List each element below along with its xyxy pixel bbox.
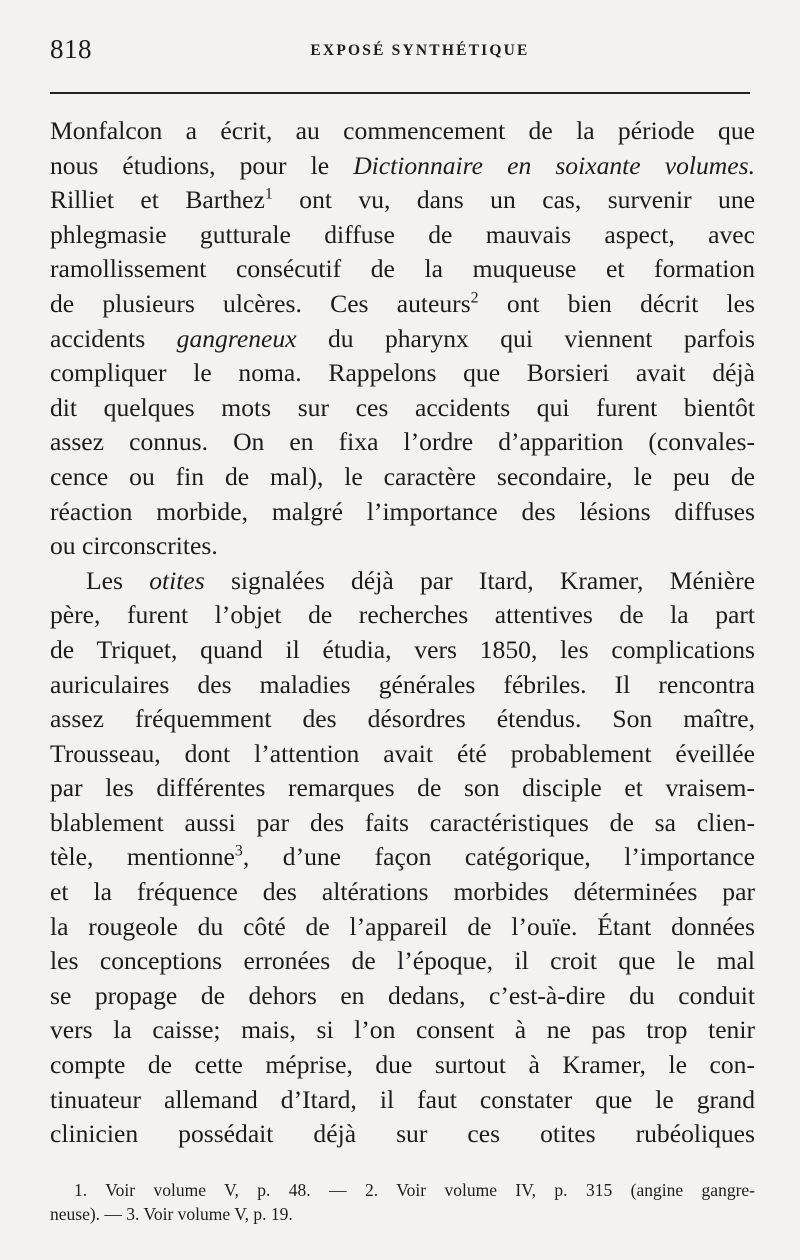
text-span: du pharynx qui viennent parfois xyxy=(296,323,755,353)
text-line xyxy=(50,771,755,806)
text-line xyxy=(50,598,755,633)
footnote-ref: 3 xyxy=(234,842,243,860)
body-text xyxy=(50,114,755,1152)
text-line xyxy=(50,322,755,357)
text-span: Rilliet et Barthez xyxy=(50,185,265,215)
text-span: et la fréquence des altérations morbides déterminées par xyxy=(50,877,755,907)
text-span: nous étudions, pour le xyxy=(50,150,354,180)
text-span: tèle, mentionne xyxy=(50,842,235,872)
text-span: clinicien possédait déjà sur ces otites rubéoliques xyxy=(50,1119,755,1149)
text-line xyxy=(50,875,755,910)
text-line xyxy=(50,114,755,149)
text-span: phlegmasie gutturale diffuse de mauvais aspect, avec xyxy=(50,219,755,249)
text-line xyxy=(50,391,755,426)
text-span: assez connus. On en fixa l’ordre d’apparition (convales- xyxy=(50,427,755,457)
footnote-ref: 2 xyxy=(470,289,479,307)
text-span: par les différentes remarques de son disciple et vraisem- xyxy=(50,773,755,803)
text-line xyxy=(50,668,755,703)
text-span: réaction morbide, malgré l’importance des lésions diffuses xyxy=(50,496,755,526)
text-span: se propage de dehors en dedans, c’est-à-dire du conduit xyxy=(50,980,755,1010)
text-span: Les xyxy=(86,565,150,595)
text-line xyxy=(50,1117,755,1152)
text-span: auriculaires des maladies générales fébriles. Il rencontra xyxy=(50,669,755,699)
text-span: Trousseau, dont l’attention avait été probablement éveillée xyxy=(50,738,755,768)
text-line xyxy=(50,149,755,184)
text-span: ramollissement consécutif de la muqueuse et formation xyxy=(50,254,755,284)
text-line xyxy=(50,910,755,945)
text-line xyxy=(50,287,755,322)
footnote-ref: 1 xyxy=(264,185,273,203)
italic-title: Dictionnaire en soixante volumes. xyxy=(353,150,755,180)
text-span: accidents xyxy=(50,323,177,353)
text-span: dit quelques mots sur ces accidents qui furent bientôt xyxy=(50,392,755,422)
text-span: ont vu, dans un cas, survenir une xyxy=(272,185,755,215)
page-number: 818 xyxy=(50,34,92,64)
text-line xyxy=(50,1083,755,1118)
text-line xyxy=(50,425,755,460)
page-header xyxy=(50,34,750,74)
text-line xyxy=(50,252,755,287)
text-line xyxy=(50,495,755,530)
text-span: cence ou fin de mal), le caractère secondaire, le peu de xyxy=(50,461,755,491)
text-span: blablement aussi par des faits caractéristiques de sa clien- xyxy=(50,807,755,837)
text-span: compliquer le noma. Rappelons que Borsieri avait déjà xyxy=(50,358,755,388)
text-span: père, furent l’objet de recherches attentives de la part xyxy=(50,600,755,630)
text-line xyxy=(50,840,755,875)
text-span: signalées déjà par Itard, Kramer, Ménière xyxy=(204,565,755,595)
running-title: EXPOSÉ SYNTHÉTIQUE xyxy=(310,42,530,59)
text-line xyxy=(50,1013,755,1048)
text-line xyxy=(50,702,755,737)
text-span: ou circonscrites. xyxy=(50,531,218,561)
italic-term: gangreneux xyxy=(176,323,297,353)
footnote-line: neuse). — 3. Voir volume V, p. 19. xyxy=(50,1204,293,1224)
text-line xyxy=(50,460,755,495)
text-line xyxy=(50,564,755,599)
text-span: la rougeole du côté de l’appareil de l’ouïe. Étant données xyxy=(50,911,755,941)
footnote-line: 1. Voir volume V, p. 48. — 2. Voir volume IV, p. 315 (angine gangre- xyxy=(74,1180,755,1200)
text-span: les conceptions erronées de l’époque, il croit que le mal xyxy=(50,946,755,976)
text-span: Monfalcon a écrit, au commencement de la période que xyxy=(50,116,755,145)
text-line xyxy=(50,806,755,841)
text-line xyxy=(50,183,755,218)
text-line xyxy=(50,737,755,772)
text-line xyxy=(50,944,755,979)
header-rule xyxy=(50,92,750,94)
text-line xyxy=(50,1048,755,1083)
text-span: de Triquet, quand il étudia, vers 1850, les complications xyxy=(50,634,755,664)
text-span: vers la caisse; mais, si l’on consent à ne pas trop tenir xyxy=(50,1015,755,1045)
italic-term: otites xyxy=(149,565,205,595)
text-span: compte de cette méprise, due surtout à Kramer, le con- xyxy=(50,1050,755,1080)
footnotes xyxy=(50,1178,755,1226)
text-span: ont bien décrit les xyxy=(478,288,755,318)
text-line xyxy=(50,356,755,391)
text-span: de plusieurs ulcères. Ces auteurs xyxy=(50,288,471,318)
text-span: , d’une façon catégorique, l’importance xyxy=(242,842,755,872)
text-line xyxy=(50,633,755,668)
text-span: tinuateur allemand d’Itard, il faut constater que le grand xyxy=(50,1084,755,1114)
text-line xyxy=(50,979,755,1014)
text-line xyxy=(50,529,755,564)
text-span: assez fréquemment des désordres étendus. Son maître, xyxy=(50,704,755,734)
text-line xyxy=(50,218,755,253)
